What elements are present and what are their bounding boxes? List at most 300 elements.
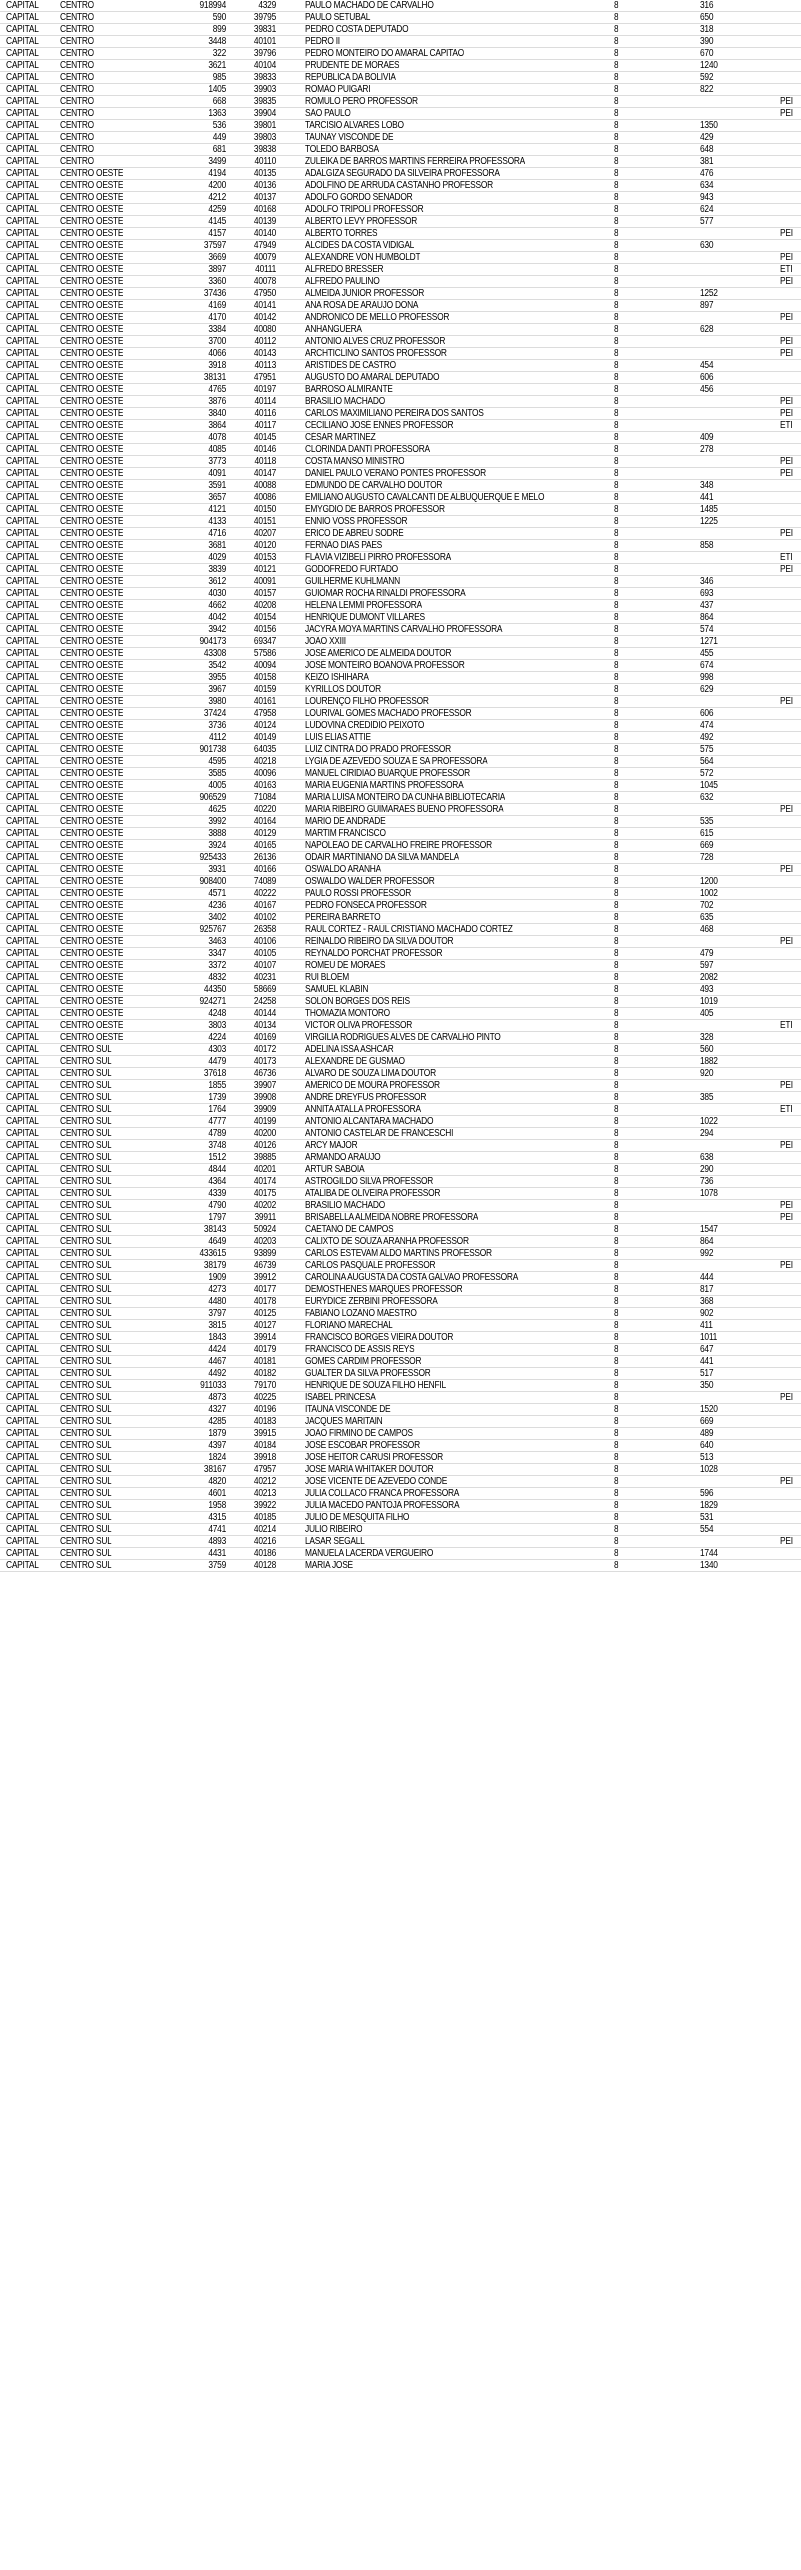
grade-cell: 8 [614, 792, 619, 803]
unit-code-cell: 40129 [253, 828, 276, 839]
school-code-cell: 449 [212, 132, 226, 143]
table-row [0, 336, 801, 348]
student-count-cell: 350 [700, 1380, 714, 1391]
unit-code-cell: 40181 [253, 1356, 276, 1367]
school-name-cell: HENRIQUE DUMONT VILLARES [305, 612, 425, 623]
school-name-cell: PAULO SETUBAL [305, 12, 371, 23]
unit-code-cell: 40203 [253, 1236, 276, 1247]
school-code-cell: 4200 [208, 180, 226, 191]
student-count-cell: 468 [700, 924, 714, 935]
grade-cell: 8 [614, 972, 619, 983]
program-cell: PEI [780, 1080, 793, 1091]
school-code-cell: 4832 [208, 972, 226, 983]
school-code-cell: 37597 [203, 240, 226, 251]
school-code-cell: 38167 [203, 1464, 226, 1475]
school-code-cell: 1405 [208, 84, 226, 95]
unit-code-cell: 40231 [253, 972, 276, 983]
unit-code-cell: 40143 [253, 348, 276, 359]
unit-code-cell: 40116 [254, 408, 276, 419]
unit-code-cell: 40105 [253, 948, 276, 959]
region-cell: CAPITAL [6, 252, 39, 263]
unit-code-cell: 40117 [254, 420, 276, 431]
unit-code-cell: 40106 [253, 936, 276, 947]
school-name-cell: JOÃO FIRMINO DE CAMPOS [305, 1428, 413, 1439]
school-code-cell: 4078 [208, 432, 226, 443]
grade-cell: 8 [614, 348, 619, 359]
unit-code-cell: 40151 [253, 516, 276, 527]
student-count-cell: 992 [700, 1248, 714, 1259]
table-row [0, 1524, 801, 1536]
student-count-cell: 437 [700, 600, 714, 611]
school-name-cell: THOMAZIA MONTORO [305, 1008, 390, 1019]
unit-code-cell: 40218 [253, 756, 276, 767]
grade-cell: 8 [614, 12, 619, 23]
grade-cell: 8 [614, 996, 619, 1007]
student-count-cell: 479 [700, 948, 714, 959]
region-cell: CAPITAL [6, 1188, 39, 1199]
district-cell: CENTRO SUL [60, 1272, 112, 1283]
school-name-cell: NAPOLEAO DE CARVALHO FREIRE PROFESSOR [305, 840, 492, 851]
region-cell: CAPITAL [6, 636, 39, 647]
district-cell: CENTRO OESTE [60, 516, 124, 527]
district-cell: CENTRO SUL [60, 1260, 112, 1271]
district-cell: CENTRO SUL [60, 1368, 112, 1379]
region-cell: CAPITAL [6, 900, 39, 911]
program-cell: ETI [780, 1020, 793, 1031]
school-code-cell: 3924 [208, 840, 226, 851]
grade-cell: 8 [614, 144, 619, 155]
school-name-cell: JOÃO XXIII [305, 636, 346, 647]
region-cell: CAPITAL [6, 384, 39, 395]
grade-cell: 8 [614, 1008, 619, 1019]
table-row [0, 1464, 801, 1476]
unit-code-cell: 40172 [253, 1044, 276, 1055]
district-cell: CENTRO OESTE [60, 780, 124, 791]
table-row [0, 1380, 801, 1392]
region-cell: CAPITAL [6, 612, 39, 623]
table-row [0, 696, 801, 708]
school-code-cell: 4259 [208, 204, 226, 215]
unit-code-cell: 39885 [253, 1152, 276, 1163]
table-row [0, 372, 801, 384]
unit-code-cell: 40147 [253, 468, 276, 479]
grade-cell: 8 [614, 612, 619, 623]
unit-code-cell: 69347 [253, 636, 276, 647]
grade-cell: 8 [614, 780, 619, 791]
unit-code-cell: 40213 [253, 1488, 276, 1499]
table-row [0, 1224, 801, 1236]
school-code-cell: 4042 [208, 612, 226, 623]
district-cell: CENTRO SUL [60, 1536, 112, 1547]
school-code-cell: 3384 [208, 324, 226, 335]
unit-code-cell: 39912 [253, 1272, 276, 1283]
grade-cell: 8 [614, 696, 619, 707]
unit-code-cell: 40163 [253, 780, 276, 791]
unit-code-cell: 40186 [253, 1548, 276, 1559]
district-cell: CENTRO OESTE [60, 204, 124, 215]
grade-cell: 8 [614, 480, 619, 491]
table-row [0, 1104, 801, 1116]
district-cell: CENTRO SUL [60, 1548, 112, 1559]
school-code-cell: 37436 [203, 288, 226, 299]
school-name-cell: SAMUEL KLABIN [305, 984, 369, 995]
student-count-cell: 1200 [700, 876, 718, 887]
student-count-cell: 1744 [700, 1548, 718, 1559]
school-name-cell: EDMUNDO DE CARVALHO DOUTOR [305, 480, 443, 491]
student-count-cell: 1011 [700, 1332, 718, 1343]
table-row [0, 492, 801, 504]
table-row [0, 276, 801, 288]
table-row [0, 924, 801, 936]
region-cell: CAPITAL [6, 276, 39, 287]
grade-cell: 8 [614, 1332, 619, 1343]
table-row [0, 144, 801, 156]
table-row [0, 876, 801, 888]
school-name-cell: ANA ROSA DE ARAUJO DONA [305, 300, 419, 311]
unit-code-cell: 40107 [253, 960, 276, 971]
grade-cell: 8 [614, 336, 619, 347]
school-code-cell: 4625 [208, 804, 226, 815]
grade-cell: 8 [614, 204, 619, 215]
school-code-cell: 4248 [208, 1008, 226, 1019]
student-count-cell: 574 [700, 624, 714, 635]
school-code-cell: 3840 [208, 408, 226, 419]
school-name-cell: GODOFREDO FURTADO [305, 564, 398, 575]
grade-cell: 8 [614, 828, 619, 839]
unit-code-cell: 40174 [253, 1176, 276, 1187]
district-cell: CENTRO OESTE [60, 276, 124, 287]
grade-cell: 8 [614, 588, 619, 599]
district-cell: CENTRO SUL [60, 1296, 112, 1307]
unit-code-cell: 40091 [253, 576, 276, 587]
grade-cell: 8 [614, 0, 619, 11]
unit-code-cell: 40161 [253, 696, 276, 707]
unit-code-cell: 40124 [253, 720, 276, 731]
table-row [0, 576, 801, 588]
district-cell: CENTRO OESTE [60, 696, 124, 707]
grade-cell: 8 [614, 1068, 619, 1079]
table-row [0, 360, 801, 372]
school-name-cell: ALFREDO PAULINO [305, 276, 380, 287]
school-name-cell: SÃO PAULO [305, 108, 351, 119]
district-cell: CENTRO OESTE [60, 984, 124, 995]
school-code-cell: 3815 [208, 1320, 226, 1331]
district-cell: CENTRO OESTE [60, 804, 124, 815]
student-count-cell: 648 [700, 144, 714, 155]
district-cell: CENTRO OESTE [60, 420, 124, 431]
district-cell: CENTRO SUL [60, 1080, 112, 1091]
student-count-cell: 1028 [700, 1464, 718, 1475]
school-name-cell: FLÁVIA VIZIBELI PIRRO PROFESSORA [305, 552, 451, 563]
school-code-cell: 4121 [208, 504, 226, 515]
school-name-cell: CALIXTO DE SOUZA ARANHA PROFESSOR [305, 1236, 469, 1247]
school-code-cell: 985 [212, 72, 226, 83]
unit-code-cell: 40165 [253, 840, 276, 851]
district-cell: CENTRO OESTE [60, 372, 124, 383]
unit-code-cell: 40111 [255, 264, 276, 275]
table-row [0, 1008, 801, 1020]
school-code-cell: 3748 [208, 1140, 226, 1151]
school-code-cell: 3585 [208, 768, 226, 779]
region-cell: CAPITAL [6, 336, 39, 347]
student-count-cell: 597 [700, 960, 714, 971]
region-cell: CAPITAL [6, 60, 39, 71]
student-count-cell: 638 [700, 1152, 714, 1163]
region-cell: CAPITAL [6, 1176, 39, 1187]
school-name-cell: FLORIANO MARECHAL [305, 1320, 393, 1331]
table-row [0, 1512, 801, 1524]
district-cell: CENTRO [60, 48, 94, 59]
school-name-cell: JACQUES MARITAIN [305, 1416, 383, 1427]
student-count-cell: 278 [700, 444, 714, 455]
grade-cell: 8 [614, 876, 619, 887]
unit-code-cell: 40112 [254, 336, 276, 347]
unit-code-cell: 39922 [253, 1500, 276, 1511]
grade-cell: 8 [614, 516, 619, 527]
unit-code-cell: 40207 [253, 528, 276, 539]
unit-code-cell: 39795 [253, 12, 276, 23]
unit-code-cell: 40102 [253, 912, 276, 923]
district-cell: CENTRO OESTE [60, 948, 124, 959]
school-name-cell: ATALIBA DE OLIVEIRA PROFESSOR [305, 1188, 441, 1199]
student-count-cell: 535 [700, 816, 714, 827]
grade-cell: 8 [614, 1020, 619, 1031]
unit-code-cell: 40200 [253, 1128, 276, 1139]
school-name-cell: FRANCISCO BORGES VIEIRA DOUTOR [305, 1332, 454, 1343]
grade-cell: 8 [614, 432, 619, 443]
district-cell: CENTRO SUL [60, 1056, 112, 1067]
unit-code-cell: 40197 [253, 384, 276, 395]
grade-cell: 8 [614, 1032, 619, 1043]
region-cell: CAPITAL [6, 1368, 39, 1379]
table-row [0, 132, 801, 144]
district-cell: CENTRO [60, 12, 94, 23]
table-row [0, 240, 801, 252]
table-row [0, 84, 801, 96]
grade-cell: 8 [614, 276, 619, 287]
school-code-cell: 4595 [208, 756, 226, 767]
school-code-cell: 1958 [208, 1500, 226, 1511]
student-count-cell: 943 [700, 192, 714, 203]
table-row [0, 720, 801, 732]
district-cell: CENTRO SUL [60, 1488, 112, 1499]
region-cell: CAPITAL [6, 1104, 39, 1115]
school-code-cell: 4662 [208, 600, 226, 611]
district-cell: CENTRO SUL [60, 1248, 112, 1259]
table-row [0, 612, 801, 624]
grade-cell: 8 [614, 120, 619, 131]
table-row [0, 36, 801, 48]
district-cell: CENTRO [60, 108, 94, 119]
program-cell: PEI [780, 1392, 793, 1403]
school-code-cell: 37618 [203, 1068, 226, 1079]
school-name-cell: DEMOSTHENES MARQUES PROFESSOR [305, 1284, 463, 1295]
region-cell: CAPITAL [6, 1008, 39, 1019]
table-row [0, 588, 801, 600]
district-cell: CENTRO OESTE [60, 588, 124, 599]
grade-cell: 8 [614, 1344, 619, 1355]
table-row [0, 396, 801, 408]
table-row [0, 1416, 801, 1428]
student-count-cell: 1829 [700, 1500, 718, 1511]
region-cell: CAPITAL [6, 624, 39, 635]
school-name-cell: KEIZO ISHIHARA [305, 672, 369, 683]
district-cell: CENTRO OESTE [60, 792, 124, 803]
district-cell: CENTRO SUL [60, 1452, 112, 1463]
school-name-cell: JOSÉ AMERICO DE ALMEIDA DOUTOR [305, 648, 452, 659]
school-name-cell: LASAR SEGALL [305, 1536, 365, 1547]
table-row [0, 96, 801, 108]
region-cell: CAPITAL [6, 768, 39, 779]
school-code-cell: 3591 [208, 480, 226, 491]
school-code-cell: 3967 [208, 684, 226, 695]
grade-cell: 8 [614, 1548, 619, 1559]
table-row [0, 768, 801, 780]
school-code-cell: 1739 [208, 1092, 226, 1103]
school-name-cell: ANTONIO CASTELAR DE FRANCESCHI [305, 1128, 454, 1139]
table-row [0, 1044, 801, 1056]
school-code-cell: 3773 [208, 456, 226, 467]
grade-cell: 8 [614, 1272, 619, 1283]
school-name-cell: MARIA LUISA MONTEIRO DA CUNHA BIBLIOTECARIA [305, 792, 506, 803]
school-code-cell: 3700 [208, 336, 226, 347]
school-code-cell: 3499 [208, 156, 226, 167]
grade-cell: 8 [614, 1104, 619, 1115]
table-row [0, 1068, 801, 1080]
table-row [0, 192, 801, 204]
table-row [0, 936, 801, 948]
school-name-cell: FERNÃO DIAS PAES [305, 540, 383, 551]
school-code-cell: 3681 [208, 540, 226, 551]
region-cell: CAPITAL [6, 48, 39, 59]
table-row [0, 1560, 801, 1572]
student-count-cell: 596 [700, 1488, 714, 1499]
table-row [0, 744, 801, 756]
district-cell: CENTRO SUL [60, 1404, 112, 1415]
district-cell: CENTRO SUL [60, 1068, 112, 1079]
unit-code-cell: 40121 [253, 564, 276, 575]
district-cell: CENTRO [60, 120, 94, 131]
region-cell: CAPITAL [6, 1536, 39, 1547]
school-code-cell: 4091 [208, 468, 226, 479]
program-cell: PEI [780, 1212, 793, 1223]
region-cell: CAPITAL [6, 468, 39, 479]
region-cell: CAPITAL [6, 228, 39, 239]
grade-cell: 8 [614, 372, 619, 383]
school-name-cell: LUDOVINA CREDIDIO PEIXOTO [305, 720, 425, 731]
table-row [0, 120, 801, 132]
unit-code-cell: 40156 [253, 624, 276, 635]
region-cell: CAPITAL [6, 1152, 39, 1163]
unit-code-cell: 40175 [253, 1188, 276, 1199]
district-cell: CENTRO OESTE [60, 384, 124, 395]
school-name-cell: PEDRO FONSECA PROFESSOR [305, 900, 427, 911]
school-name-cell: VICTOR OLIVA PROFESSOR [305, 1020, 413, 1031]
student-count-cell: 702 [700, 900, 714, 911]
school-name-cell: JOSÉ VICENTE DE AZEVEDO CONDE [305, 1476, 448, 1487]
unit-code-cell: 40144 [253, 1008, 276, 1019]
region-cell: CAPITAL [6, 1440, 39, 1451]
region-cell: CAPITAL [6, 1224, 39, 1235]
region-cell: CAPITAL [6, 480, 39, 491]
grade-cell: 8 [614, 1212, 619, 1223]
student-count-cell: 606 [700, 708, 714, 719]
unit-code-cell: 40185 [253, 1512, 276, 1523]
school-name-cell: CARLOS MAXIMILIANO PEREIRA DOS SANTOS [305, 408, 484, 419]
school-code-cell: 908400 [199, 876, 226, 887]
unit-code-cell: 40120 [253, 540, 276, 551]
region-cell: CAPITAL [6, 1248, 39, 1259]
school-name-cell: AMÉRICO DE MOURA PROFESSOR [305, 1080, 440, 1091]
unit-code-cell: 40173 [253, 1056, 276, 1067]
grade-cell: 8 [614, 684, 619, 695]
school-name-cell: PEDRO II [305, 36, 340, 47]
table-row [0, 1188, 801, 1200]
district-cell: CENTRO OESTE [60, 396, 124, 407]
unit-code-cell: 39803 [253, 132, 276, 143]
school-code-cell: 1855 [208, 1080, 226, 1091]
unit-code-cell: 40157 [253, 588, 276, 599]
region-cell: CAPITAL [6, 1476, 39, 1487]
student-count-cell: 489 [700, 1428, 714, 1439]
grade-cell: 8 [614, 264, 619, 275]
region-cell: CAPITAL [6, 84, 39, 95]
school-code-cell: 668 [212, 96, 226, 107]
grade-cell: 8 [614, 1500, 619, 1511]
school-name-cell: ÉRICO DE ABREU SODRÉ [305, 528, 404, 539]
region-cell: CAPITAL [6, 720, 39, 731]
unit-code-cell: 39796 [253, 48, 276, 59]
school-name-cell: ARCY MAJOR [305, 1140, 358, 1151]
region-cell: CAPITAL [6, 1428, 39, 1439]
district-cell: CENTRO OESTE [60, 756, 124, 767]
table-row [0, 516, 801, 528]
region-cell: CAPITAL [6, 264, 39, 275]
school-name-cell: FRANCISCO DE ASSIS REYS [305, 1344, 415, 1355]
school-name-cell: JULIA COLLACO FRANCA PROFESSORA [305, 1488, 460, 1499]
table-row [0, 432, 801, 444]
district-cell: CENTRO OESTE [60, 912, 124, 923]
school-code-cell: 911033 [200, 1380, 226, 1391]
school-name-cell: MARTIM FRANCISCO [305, 828, 386, 839]
unit-code-cell: 39908 [253, 1092, 276, 1103]
grade-cell: 8 [614, 168, 619, 179]
region-cell: CAPITAL [6, 1524, 39, 1535]
district-cell: CENTRO OESTE [60, 1008, 124, 1019]
grade-cell: 8 [614, 804, 619, 815]
student-count-cell: 429 [700, 132, 714, 143]
unit-code-cell: 4329 [258, 0, 276, 11]
table-row [0, 828, 801, 840]
school-name-cell: PEREIRA BARRETO [305, 912, 381, 923]
unit-code-cell: 40182 [253, 1368, 276, 1379]
district-cell: CENTRO SUL [60, 1164, 112, 1175]
region-cell: CAPITAL [6, 120, 39, 131]
table-row [0, 468, 801, 480]
region-cell: CAPITAL [6, 1284, 39, 1295]
district-cell: CENTRO OESTE [60, 564, 124, 575]
school-code-cell: 4066 [208, 348, 226, 359]
school-name-cell: JULIO DE MESQUITA FILHO [305, 1512, 410, 1523]
student-count-cell: 635 [700, 912, 714, 923]
unit-code-cell: 47957 [253, 1464, 276, 1475]
table-row [0, 732, 801, 744]
unit-code-cell: 40216 [253, 1536, 276, 1547]
school-code-cell: 4601 [208, 1488, 226, 1499]
unit-code-cell: 46739 [253, 1260, 276, 1271]
grade-cell: 8 [614, 444, 619, 455]
student-count-cell: 669 [700, 840, 714, 851]
